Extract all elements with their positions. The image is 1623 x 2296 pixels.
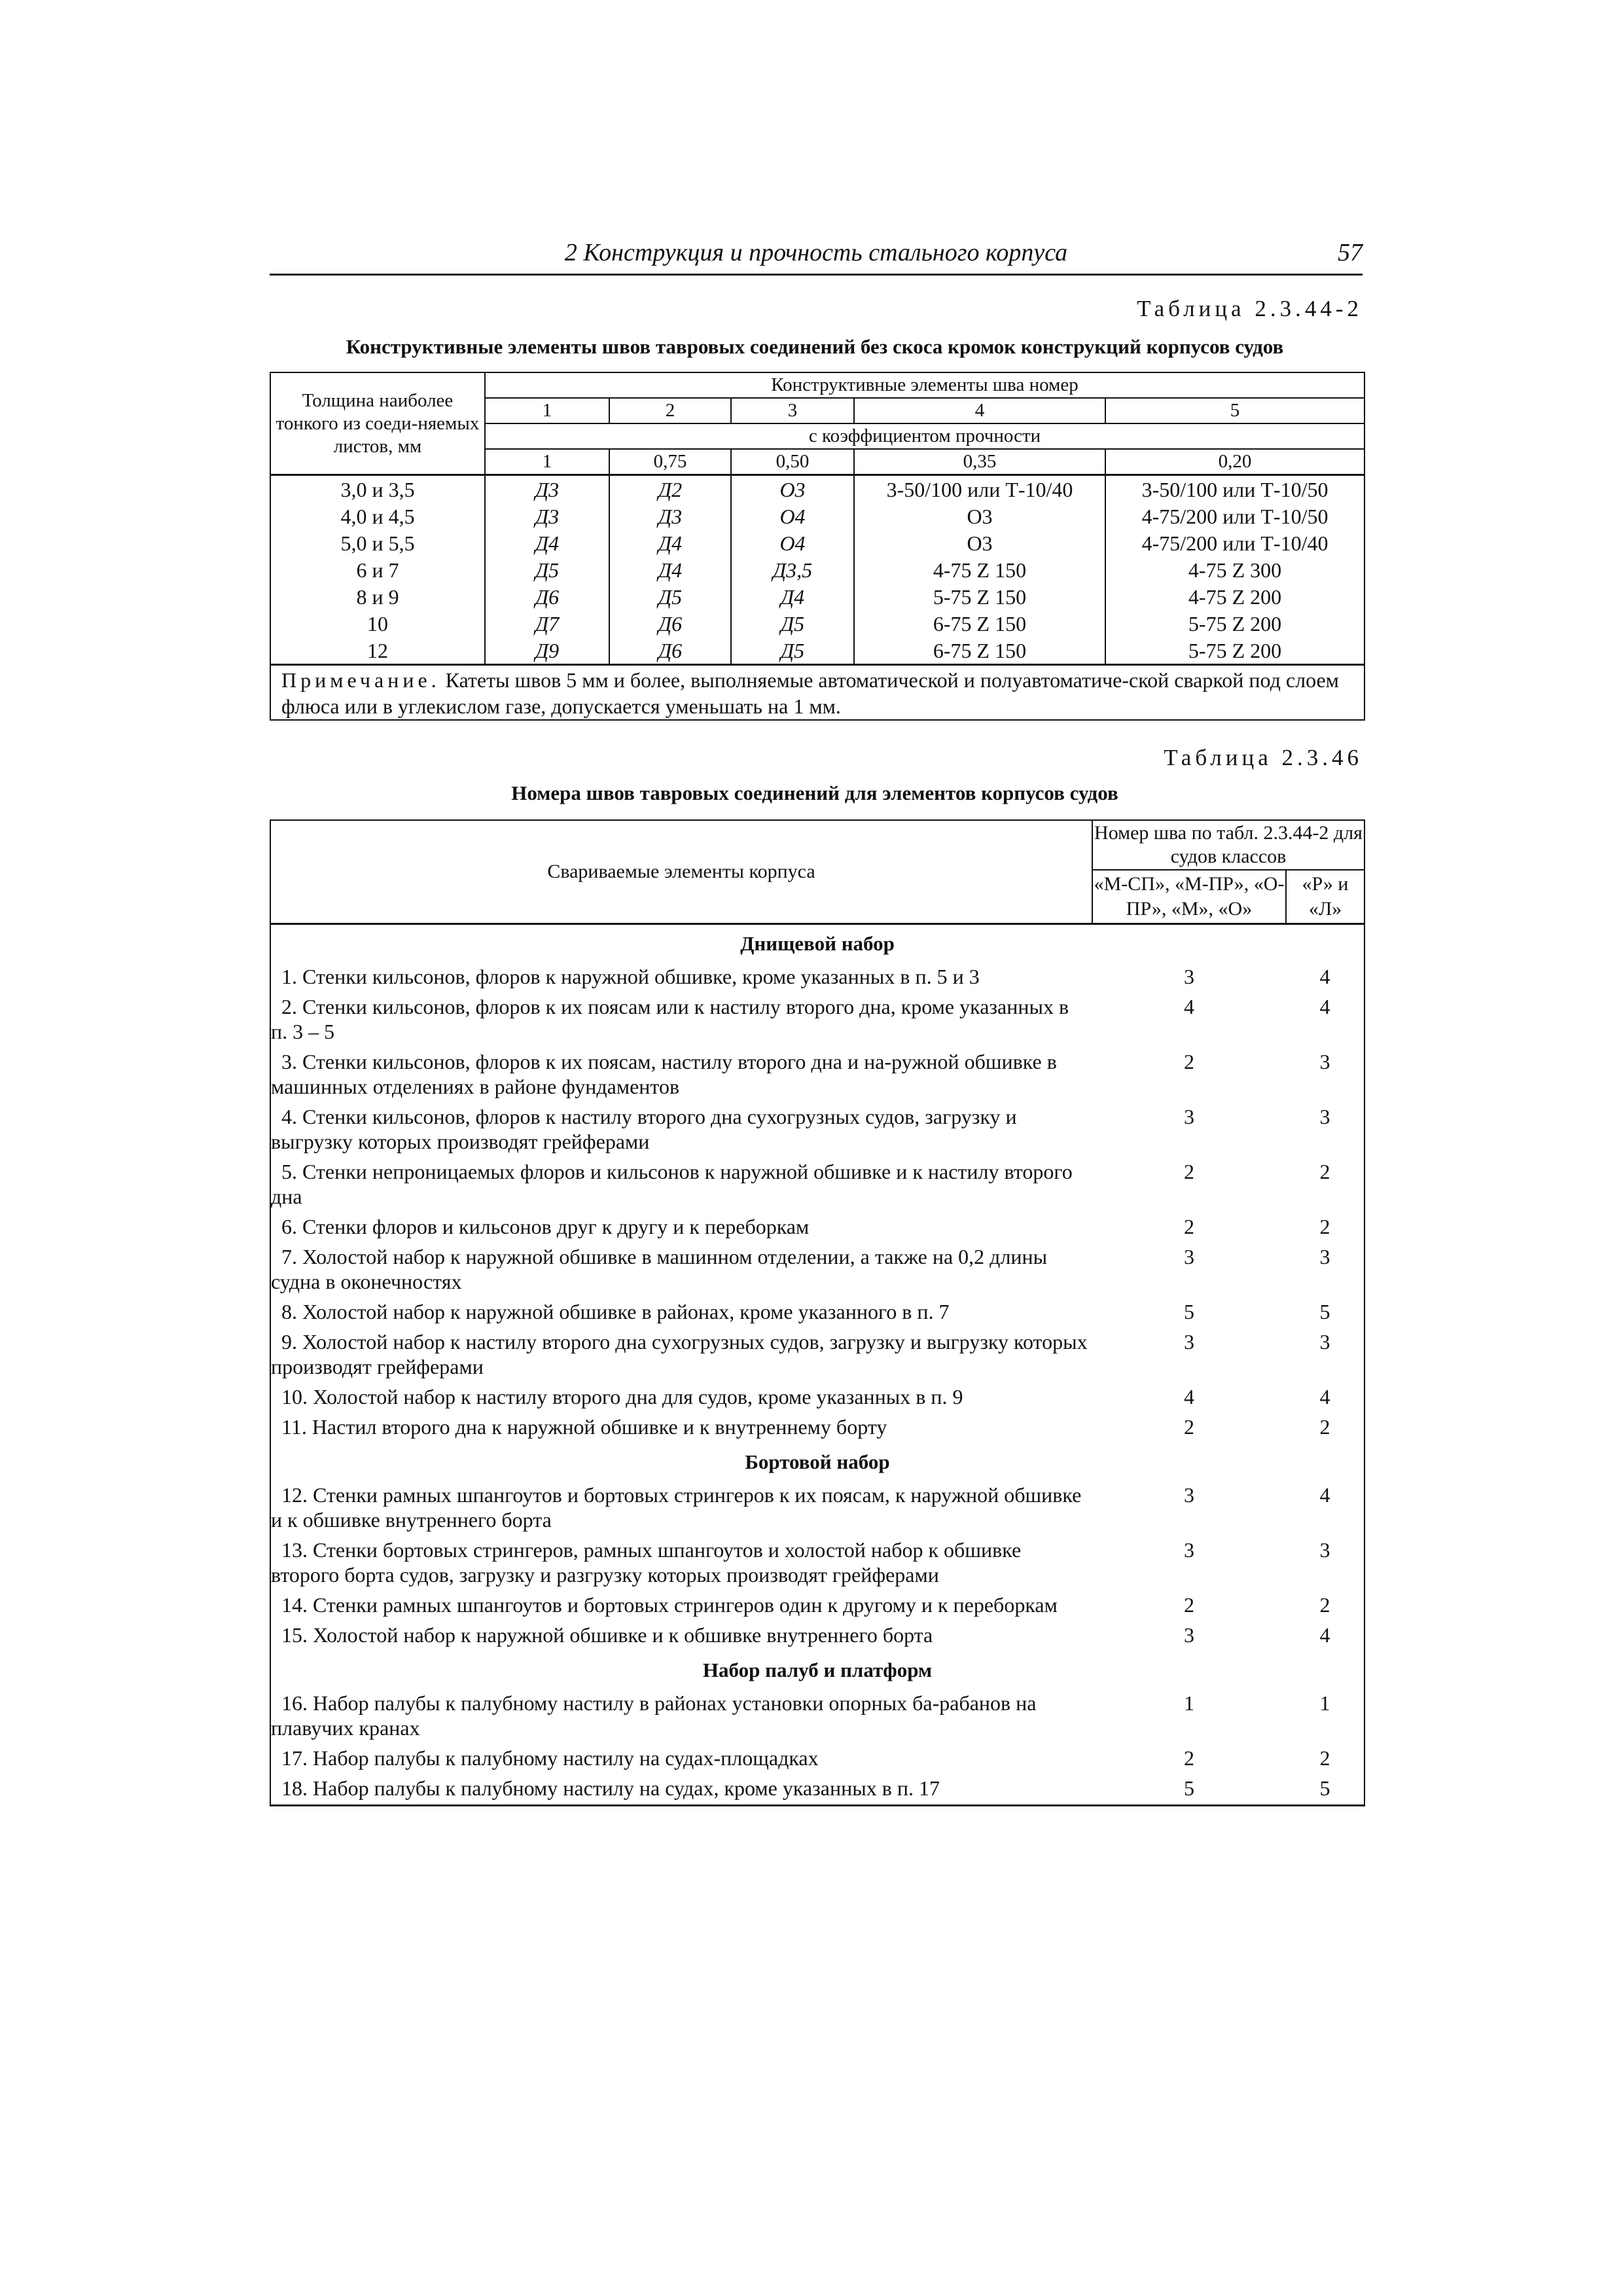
element-description-text: 14. Стенки рамных шпангоутов и бортовых стрингеров один к другому и к переборкам <box>281 1593 1058 1617</box>
note-label: Примечание. <box>281 668 440 692</box>
element-description <box>270 1298 1092 1328</box>
table-row <box>270 1243 1364 1298</box>
element-description-text: 18. Набор палубы к палубному настилу на судах, кроме указанных в п. 17 <box>281 1776 940 1800</box>
element-description-text: 5. Стенки непроницаемых флоров и кильсонов к наружной обшивке и к настилу второго дна <box>271 1160 1073 1208</box>
table1-note <box>270 665 1364 721</box>
table-row <box>270 1621 1364 1651</box>
table2-right-header: Номер шва по табл. 2.3.44-2 для судов классов <box>1092 820 1364 870</box>
table-row <box>270 1744 1364 1774</box>
seam-number: 5 <box>1105 398 1364 423</box>
table-row <box>270 1413 1364 1443</box>
table-row <box>270 1298 1364 1328</box>
element-description <box>270 1158 1092 1213</box>
seam-number-class-a: 5 <box>1184 1300 1194 1323</box>
seam-number-class-b: 3 <box>1286 1243 1364 1298</box>
seam-number-class-b: 3 <box>1286 1103 1364 1158</box>
seam-cell: 6-75 Z 150 <box>854 637 1105 665</box>
seam-number-class-b: 4 <box>1286 963 1364 993</box>
table-row <box>270 1774 1364 1806</box>
table-row <box>270 1328 1364 1383</box>
seam-number: 4 <box>854 398 1105 423</box>
page-number: 57 <box>1338 239 1363 266</box>
seam-number: 3 <box>731 398 854 423</box>
table-row <box>270 1536 1364 1591</box>
seam-cell: 4-75/200 или Т-10/40 <box>1105 529 1364 556</box>
seam-cell: Д7 <box>485 610 609 637</box>
table-row <box>270 1383 1364 1413</box>
element-description <box>270 1621 1092 1651</box>
table1-label: Таблица 2.3.44-2 <box>1137 296 1363 321</box>
table1-row <box>270 583 1364 610</box>
seam-number: 2 <box>609 398 731 423</box>
table1-coef-header: с коэффициентом прочности <box>485 423 1364 449</box>
seam-cell: 5-75 Z 200 <box>1105 637 1364 665</box>
note-text: Катеты швов 5 мм и более, выполняемые автоматической и полуавтоматиче-ской сваркой под слоем флюса или в углекислом газе, допускается уменьшать на 1 мм. <box>281 668 1339 718</box>
seam-number-class-a: 3 <box>1184 965 1194 988</box>
seam-number-class-a: 2 <box>1184 1593 1194 1617</box>
table1-row <box>270 503 1364 529</box>
table1-row <box>270 610 1364 637</box>
seam-number-class-b: 5 <box>1286 1774 1364 1806</box>
element-description-text: 11. Настил второго дна к наружной обшивке и к внутреннему борту <box>281 1415 887 1439</box>
seam-number-class-a: 3 <box>1184 1330 1194 1354</box>
table1 <box>270 372 1365 721</box>
seam-cell: О4 <box>731 529 854 556</box>
element-description-text: 7. Холостой набор к наружной обшивке в машинном отделении, а также на 0,2 длины судна в оконечностях <box>271 1245 1048 1293</box>
section-title: Бортовой набор <box>270 1443 1364 1481</box>
seam-cell: О3 <box>731 475 854 503</box>
seam-number-class-a: 5 <box>1092 1774 1286 1806</box>
seam-cell: Д3,5 <box>731 556 854 583</box>
seam-cell: 5-75 Z 200 <box>1105 610 1364 637</box>
seam-number: 1 <box>485 398 609 423</box>
seam-number-class-b: 3 <box>1286 1536 1364 1591</box>
table2 <box>270 819 1365 1806</box>
section-row <box>270 924 1364 963</box>
thickness-cell: 4,0 и 4,5 <box>270 503 485 529</box>
running-header <box>270 237 1363 276</box>
element-description-text: 10. Холостой набор к настилу второго дна для судов, кроме указанных в п. 9 <box>281 1385 963 1408</box>
thickness-cell: 8 и 9 <box>270 583 485 610</box>
element-description <box>270 1213 1092 1243</box>
seam-cell: Д6 <box>485 583 609 610</box>
element-description-text: 13. Стенки бортовых стрингеров, рамных шпангоутов и холостой набор к обшивке второго борта судов, загрузку и разгрузку которых производят грейферами <box>271 1538 1022 1587</box>
table-row <box>270 1689 1364 1744</box>
table1-row <box>270 637 1364 665</box>
seam-cell: О4 <box>731 503 854 529</box>
seam-number-class-a: 2 <box>1184 1050 1194 1073</box>
seam-cell: 4-75 Z 150 <box>854 556 1105 583</box>
seam-number-class-a: 3 <box>1184 1623 1194 1647</box>
seam-number-class-a: 4 <box>1184 1385 1194 1408</box>
element-description <box>270 963 1092 993</box>
element-description-text: 17. Набор палубы к палубному настилу на судах-площадках <box>281 1746 819 1770</box>
seam-cell: О3 <box>854 529 1105 556</box>
seam-number-class-a: 3 <box>1184 1105 1194 1128</box>
seam-number-class-a: 2 <box>1184 1215 1194 1238</box>
element-description <box>270 1048 1092 1103</box>
seam-cell: Д5 <box>485 556 609 583</box>
seam-cell: Д9 <box>485 637 609 665</box>
seam-number-class-a: 3 <box>1184 1538 1194 1562</box>
thickness-cell: 5,0 и 5,5 <box>270 529 485 556</box>
coefficient: 1 <box>485 449 609 475</box>
seam-number-class-b: 1 <box>1286 1689 1364 1744</box>
table1-left-header: Толщина наиболее тонкого из соеди-няемых листов, мм <box>270 372 485 475</box>
coefficient: 0,50 <box>731 449 854 475</box>
element-description <box>270 1103 1092 1158</box>
element-description <box>270 1591 1092 1621</box>
table-row <box>270 993 1364 1048</box>
coefficient: 0,75 <box>609 449 731 475</box>
element-description-text: 9. Холостой набор к настилу второго дна сухогрузных судов, загрузку и выгрузку которых производят грейферами <box>271 1330 1088 1378</box>
table2-label: Таблица 2.3.46 <box>1164 745 1363 770</box>
table-row <box>270 1048 1364 1103</box>
seam-number-class-b: 4 <box>1286 1383 1364 1413</box>
table-row <box>270 1158 1364 1213</box>
seam-cell: 4-75 Z 300 <box>1105 556 1364 583</box>
element-description-text: 8. Холостой набор к наружной обшивке в районах, кроме указанного в п. 7 <box>281 1300 950 1323</box>
seam-cell: О3 <box>854 503 1105 529</box>
element-description-text: 12. Стенки рамных шпангоутов и бортовых стрингеров к их поясам, к наружной обшивке и к обшивке внутреннего борта <box>271 1483 1082 1532</box>
thickness-cell: 3,0 и 3,5 <box>270 475 485 503</box>
seam-cell: Д5 <box>731 610 854 637</box>
element-description <box>270 1481 1092 1536</box>
seam-cell: Д3 <box>485 475 609 503</box>
seam-cell: Д4 <box>731 583 854 610</box>
seam-cell: 4-75/200 или Т-10/50 <box>1105 503 1364 529</box>
running-title: 2 Конструкция и прочность стального корпуса <box>564 239 1068 266</box>
seam-number-class-b: 2 <box>1286 1413 1364 1443</box>
seam-cell: 6-75 Z 150 <box>854 610 1105 637</box>
element-description-text: 2. Стенки кильсонов, флоров к их поясам или к настилу второго дна, кроме указанных в п. 3 – 5 <box>271 995 1069 1043</box>
table1-row <box>270 529 1364 556</box>
table-row <box>270 1103 1364 1158</box>
table1-row <box>270 475 1364 503</box>
seam-cell: Д4 <box>609 556 731 583</box>
element-description-text: 15. Холостой набор к наружной обшивке и к обшивке внутреннего борта <box>281 1623 933 1647</box>
element-description <box>270 1536 1092 1591</box>
element-description <box>270 1774 1092 1806</box>
seam-number-class-b: 4 <box>1286 993 1364 1048</box>
element-description-text: 16. Набор палубы к палубному настилу в районах установки опорных ба-рабанов на плавучих кранах <box>271 1691 1037 1740</box>
seam-number-class-a: 3 <box>1184 1483 1194 1507</box>
section-title: Днищевой набор <box>270 924 1364 963</box>
coefficient: 0,20 <box>1105 449 1364 475</box>
seam-number-class-b: 3 <box>1286 1048 1364 1103</box>
seam-cell: Д4 <box>485 529 609 556</box>
section-row <box>270 1651 1364 1689</box>
seam-number-class-a: 2 <box>1184 1746 1194 1770</box>
seam-number-class-b: 4 <box>1286 1481 1364 1536</box>
seam-cell: Д6 <box>609 637 731 665</box>
seam-number-class-b: 2 <box>1286 1158 1364 1213</box>
table2-caption: Номера швов тавровых соединений для элементов корпусов судов <box>511 781 1118 804</box>
table1-row <box>270 556 1364 583</box>
coefficient: 0,35 <box>854 449 1105 475</box>
table2-left-header: Свариваемые элементы корпуса <box>270 820 1092 924</box>
seam-number-class-b: 5 <box>1286 1298 1364 1328</box>
seam-cell: 4-75 Z 200 <box>1105 583 1364 610</box>
seam-cell: Д6 <box>609 610 731 637</box>
seam-number-class-b: 2 <box>1286 1591 1364 1621</box>
seam-cell: Д3 <box>485 503 609 529</box>
seam-number-class-a: 1 <box>1184 1691 1194 1715</box>
thickness-cell: 10 <box>270 610 485 637</box>
element-description <box>270 1243 1092 1298</box>
seam-cell: 5-75 Z 150 <box>854 583 1105 610</box>
table1-group-header: Конструктивные элементы шва номер <box>485 372 1364 398</box>
table-row <box>270 1213 1364 1243</box>
seam-number-class-b: 2 <box>1286 1213 1364 1243</box>
element-description-text: 6. Стенки флоров и кильсонов друг к другу и к переборкам <box>281 1215 810 1238</box>
element-description <box>270 1689 1092 1744</box>
seam-cell: Д2 <box>609 475 731 503</box>
seam-number-class-b: 2 <box>1286 1744 1364 1774</box>
class-column-2: «Р» и «Л» <box>1286 870 1364 924</box>
seam-cell: 3-50/100 или Т-10/50 <box>1105 475 1364 503</box>
table-row <box>270 963 1364 993</box>
thickness-cell: 12 <box>270 637 485 665</box>
seam-number-class-b: 4 <box>1286 1621 1364 1651</box>
thickness-cell: 6 и 7 <box>270 556 485 583</box>
element-description-text: 4. Стенки кильсонов, флоров к настилу второго дна сухогрузных судов, загрузку и выгрузку которых производят грейферами <box>271 1105 1017 1153</box>
seam-cell: Д5 <box>609 583 731 610</box>
element-description <box>270 993 1092 1048</box>
seam-cell: 3-50/100 или Т-10/40 <box>854 475 1105 503</box>
seam-number-class-a: 3 <box>1184 1245 1194 1268</box>
element-description-text: 1. Стенки кильсонов, флоров к наружной обшивке, кроме указанных в п. 5 и 3 <box>281 965 980 988</box>
class-column-1: «М-СП», «М-ПР», «О-ПР», «М», «О» <box>1092 870 1286 924</box>
element-description <box>270 1383 1092 1413</box>
element-description <box>270 1413 1092 1443</box>
section-row <box>270 1443 1364 1481</box>
element-description <box>270 1328 1092 1383</box>
table1-caption: Конструктивные элементы швов тавровых соединений без скоса кромок конструкций корпусов судов <box>346 335 1284 358</box>
section-title: Набор палуб и платформ <box>270 1651 1364 1689</box>
seam-cell: Д5 <box>731 637 854 665</box>
element-description-text: 3. Стенки кильсонов, флоров к их поясам, настилу второго дна и на-ружной обшивке в машинных отделениях в районе фундаментов <box>271 1050 1057 1098</box>
table-row <box>270 1481 1364 1536</box>
seam-cell: Д3 <box>609 503 731 529</box>
table-row <box>270 1591 1364 1621</box>
seam-number-class-a: 2 <box>1184 1415 1194 1439</box>
seam-cell: Д4 <box>609 529 731 556</box>
seam-number-class-a: 2 <box>1184 1160 1194 1183</box>
element-description <box>270 1744 1092 1774</box>
seam-number-class-a: 4 <box>1184 995 1194 1018</box>
seam-number-class-b: 3 <box>1286 1328 1364 1383</box>
